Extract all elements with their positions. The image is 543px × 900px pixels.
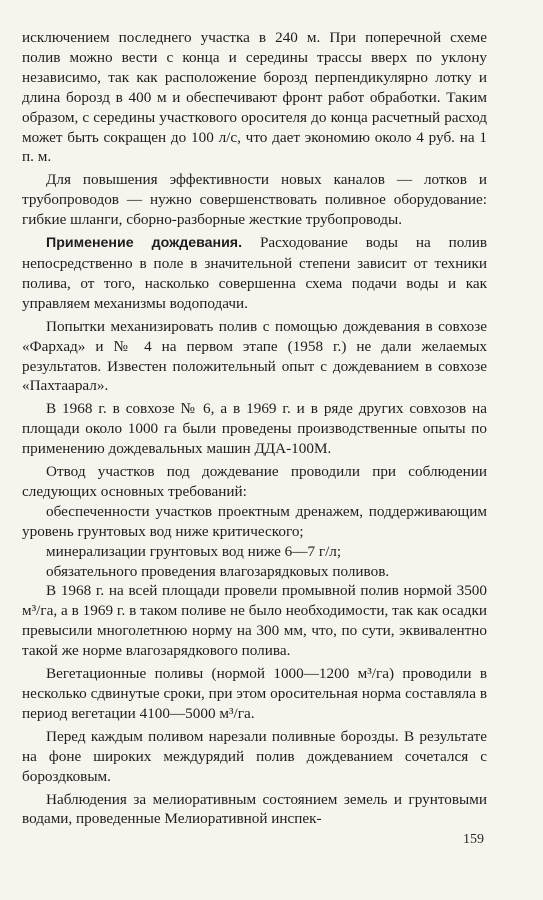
paragraph: Вегетационные поливы (нормой 1000—1200 м³/га) проводили в несколько сдвинутые сроки, при этом оросительная норма составляла в период вегетации 4100—5000 м³/га. [22,665,487,722]
paragraph: В 1968 г. на всей площади провели промывной полив нормой 3500 м³/га, а в 1969 г. в таком поливе не было необходимости, так как осадки превысили многолетнюю норму на 300 мм, что, по сути, эквивалентно такой же норме влагозарядкового полива. [22,582,487,660]
paragraph: Для повышения эффективности новых каналов — лотков и трубопроводов — нужно совершенствовать поливное оборудование: гибкие шланги, сборно-разборные жесткие трубопроводы. [22,171,487,229]
paragraph: Наблюдения за мелиоративным состоянием земель и грунтовыми водами, проведенные Мелиоративной инспек- [22,790,487,828]
list-item: минерализации грунтовых вод ниже 6—7 г/л; [46,542,342,560]
paragraph: В 1968 г. в совхозе № 6, а в 1969 г. и в ряде других совхозов на площади около 1000 га были проведены производственные опыты по применению дождевальных машин ДДА-100М. [22,400,487,458]
list-item: обязательного проведения влагозарядковых поливов. [46,562,390,580]
page-text [22,28,487,832]
paragraph: исключением последнего участка в 240 м. При поперечной схеме полив можно вести с конца и середины трассы вверх по уклону независимо, так как расположение борозд перпендикулярно лотку и длина борозд в 400 м и обеспечивают фронт работ обработки. Таким образом, с середины участкового оросителя до конца расчетный расход может быть сокращен до 100 л/с, что дает экономию около 4 руб. на 1 п. м. [22,29,487,166]
paragraph [22,233,487,314]
page-number: 159 [463,832,484,847]
paragraph: Отвод участков под дождевание проводили при соблюдении следующих основных требований: [22,463,487,500]
paragraph: Перед каждым поливом нарезали поливные борозды. В результате на фоне широких междурядий полив дождеванием сочетался с бороздковым. [22,727,487,785]
list-item: обеспеченности участков проектным дренажем, поддерживающим уровень грунтовых вод ниже критического; [22,502,487,540]
paragraph: Попытки механизировать полив с помощью дождевания в совхозе «Фархад» и № 4 на первом этапе (1958 г.) не дали желаемых результатов. Известен положительный опыт с дождеванием в совхозе «Пахтаарал». [22,317,487,395]
paragraph-text: Расходование воды на полив непосредственно в поле в значительной степени зависит от техники полива, от того, насколько совершенна схема подачи воды и как управляем механизмы водоподачи. [22,234,488,312]
section-heading: Применение дождевания. [46,235,243,252]
